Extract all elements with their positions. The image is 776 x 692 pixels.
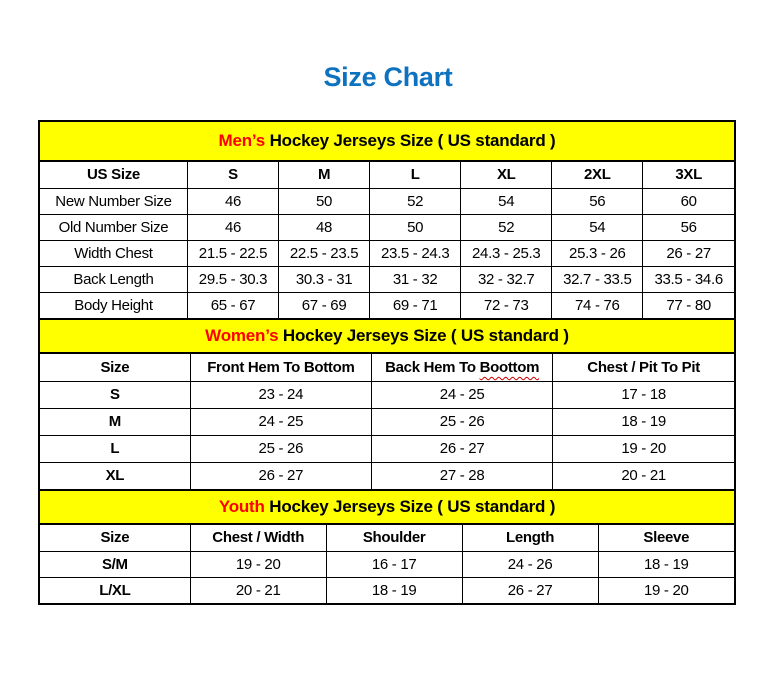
value-cell: 26 - 27 xyxy=(371,435,552,462)
value-cell: 20 - 21 xyxy=(190,577,326,603)
value-cell: 46 xyxy=(187,188,278,214)
row-label: S/M xyxy=(40,551,190,577)
table-row xyxy=(40,214,734,240)
value-cell: 24.3 - 25.3 xyxy=(461,240,552,266)
row-label: L/XL xyxy=(40,577,190,603)
value-cell: 67 - 69 xyxy=(279,292,370,318)
value-cell: 30.3 - 31 xyxy=(279,266,370,292)
womens-section xyxy=(40,318,734,489)
value-cell: 18 - 19 xyxy=(598,551,734,577)
youth-section-header-text: Hockey Jerseys Size ( US standard ) xyxy=(269,497,556,516)
value-cell: 22.5 - 23.5 xyxy=(279,240,370,266)
value-cell: 24 - 25 xyxy=(371,381,552,408)
value-cell: 25.3 - 26 xyxy=(552,240,643,266)
womens-section-header-text: Hockey Jerseys Size ( US standard ) xyxy=(282,326,569,345)
value-cell: 69 - 71 xyxy=(370,292,461,318)
value-cell: 65 - 67 xyxy=(187,292,278,318)
value-cell: 19 - 20 xyxy=(598,577,734,603)
column-header: XL xyxy=(461,162,552,188)
mens-section xyxy=(40,122,734,318)
header-row xyxy=(40,162,734,188)
value-cell: 21.5 - 22.5 xyxy=(187,240,278,266)
header-row xyxy=(40,525,734,551)
womens-section-header xyxy=(40,318,734,354)
row-label: Body Height xyxy=(40,292,187,318)
row-label: M xyxy=(40,408,190,435)
mens-section-header-text: Hockey Jerseys Size ( US standard ) xyxy=(269,131,556,150)
value-cell: 17 - 18 xyxy=(553,381,734,408)
table-row xyxy=(40,188,734,214)
table-row xyxy=(40,240,734,266)
table-row xyxy=(40,266,734,292)
mens-section-header xyxy=(40,122,734,162)
table-row xyxy=(40,462,734,489)
value-cell: 18 - 19 xyxy=(553,408,734,435)
column-header: 2XL xyxy=(552,162,643,188)
value-cell: 52 xyxy=(370,188,461,214)
column-header: 3XL xyxy=(643,162,734,188)
mens-section-header-highlight: Men’s xyxy=(218,131,266,150)
column-header: M xyxy=(279,162,370,188)
row-label: Width Chest xyxy=(40,240,187,266)
value-cell: 56 xyxy=(552,188,643,214)
youth-section-header-highlight: Youth xyxy=(218,497,265,516)
value-cell: 29.5 - 30.3 xyxy=(187,266,278,292)
value-cell: 33.5 - 34.6 xyxy=(643,266,734,292)
table-row xyxy=(40,577,734,603)
column-header: Size xyxy=(40,525,190,551)
youth-size-table xyxy=(40,525,734,603)
value-cell: 20 - 21 xyxy=(553,462,734,489)
column-header: Chest / Width xyxy=(190,525,326,551)
value-cell: 18 - 19 xyxy=(326,577,462,603)
table-row xyxy=(40,435,734,462)
value-cell: 26 - 27 xyxy=(190,462,371,489)
value-cell: 26 - 27 xyxy=(643,240,734,266)
column-header: US Size xyxy=(40,162,187,188)
value-cell: 23 - 24 xyxy=(190,381,371,408)
value-cell: 24 - 26 xyxy=(462,551,598,577)
table-row xyxy=(40,381,734,408)
value-cell: 74 - 76 xyxy=(552,292,643,318)
row-label: L xyxy=(40,435,190,462)
mens-size-table xyxy=(40,162,734,318)
value-cell: 50 xyxy=(279,188,370,214)
value-cell: 25 - 26 xyxy=(371,408,552,435)
value-cell: 25 - 26 xyxy=(190,435,371,462)
value-cell: 77 - 80 xyxy=(643,292,734,318)
row-label: Old Number Size xyxy=(40,214,187,240)
table-row xyxy=(40,292,734,318)
value-cell: 46 xyxy=(187,214,278,240)
value-cell: 54 xyxy=(552,214,643,240)
value-cell: 31 - 32 xyxy=(370,266,461,292)
womens-size-table xyxy=(40,354,734,489)
value-cell: 50 xyxy=(370,214,461,240)
row-label: Back Length xyxy=(40,266,187,292)
value-cell: 48 xyxy=(279,214,370,240)
size-chart-container xyxy=(38,120,736,605)
row-label: New Number Size xyxy=(40,188,187,214)
table-row xyxy=(40,408,734,435)
misspelled-word: Boottom xyxy=(479,358,540,376)
value-cell: 27 - 28 xyxy=(371,462,552,489)
value-cell: 52 xyxy=(461,214,552,240)
value-cell: 16 - 17 xyxy=(326,551,462,577)
page-title: Size Chart xyxy=(323,62,453,92)
column-header: Size xyxy=(40,354,190,381)
youth-section xyxy=(40,489,734,603)
column-header: Front Hem To Bottom xyxy=(190,354,371,381)
column-header: L xyxy=(370,162,461,188)
value-cell: 60 xyxy=(643,188,734,214)
value-cell: 24 - 25 xyxy=(190,408,371,435)
value-cell: 56 xyxy=(643,214,734,240)
value-cell: 19 - 20 xyxy=(553,435,734,462)
value-cell: 23.5 - 24.3 xyxy=(370,240,461,266)
column-header: Shoulder xyxy=(326,525,462,551)
header-row xyxy=(40,354,734,381)
youth-section-header xyxy=(40,489,734,525)
value-cell: 32 - 32.7 xyxy=(461,266,552,292)
column-header: Length xyxy=(462,525,598,551)
value-cell: 26 - 27 xyxy=(462,577,598,603)
column-header: Chest / Pit To Pit xyxy=(553,354,734,381)
value-cell: 32.7 - 33.5 xyxy=(552,266,643,292)
row-label: S xyxy=(40,381,190,408)
column-header: Back Hem To Boottom xyxy=(371,354,552,381)
table-row xyxy=(40,551,734,577)
column-header: Sleeve xyxy=(598,525,734,551)
value-cell: 54 xyxy=(461,188,552,214)
value-cell: 19 - 20 xyxy=(190,551,326,577)
womens-section-header-highlight: Women’s xyxy=(205,326,279,345)
row-label: XL xyxy=(40,462,190,489)
value-cell: 72 - 73 xyxy=(461,292,552,318)
column-header: S xyxy=(187,162,278,188)
